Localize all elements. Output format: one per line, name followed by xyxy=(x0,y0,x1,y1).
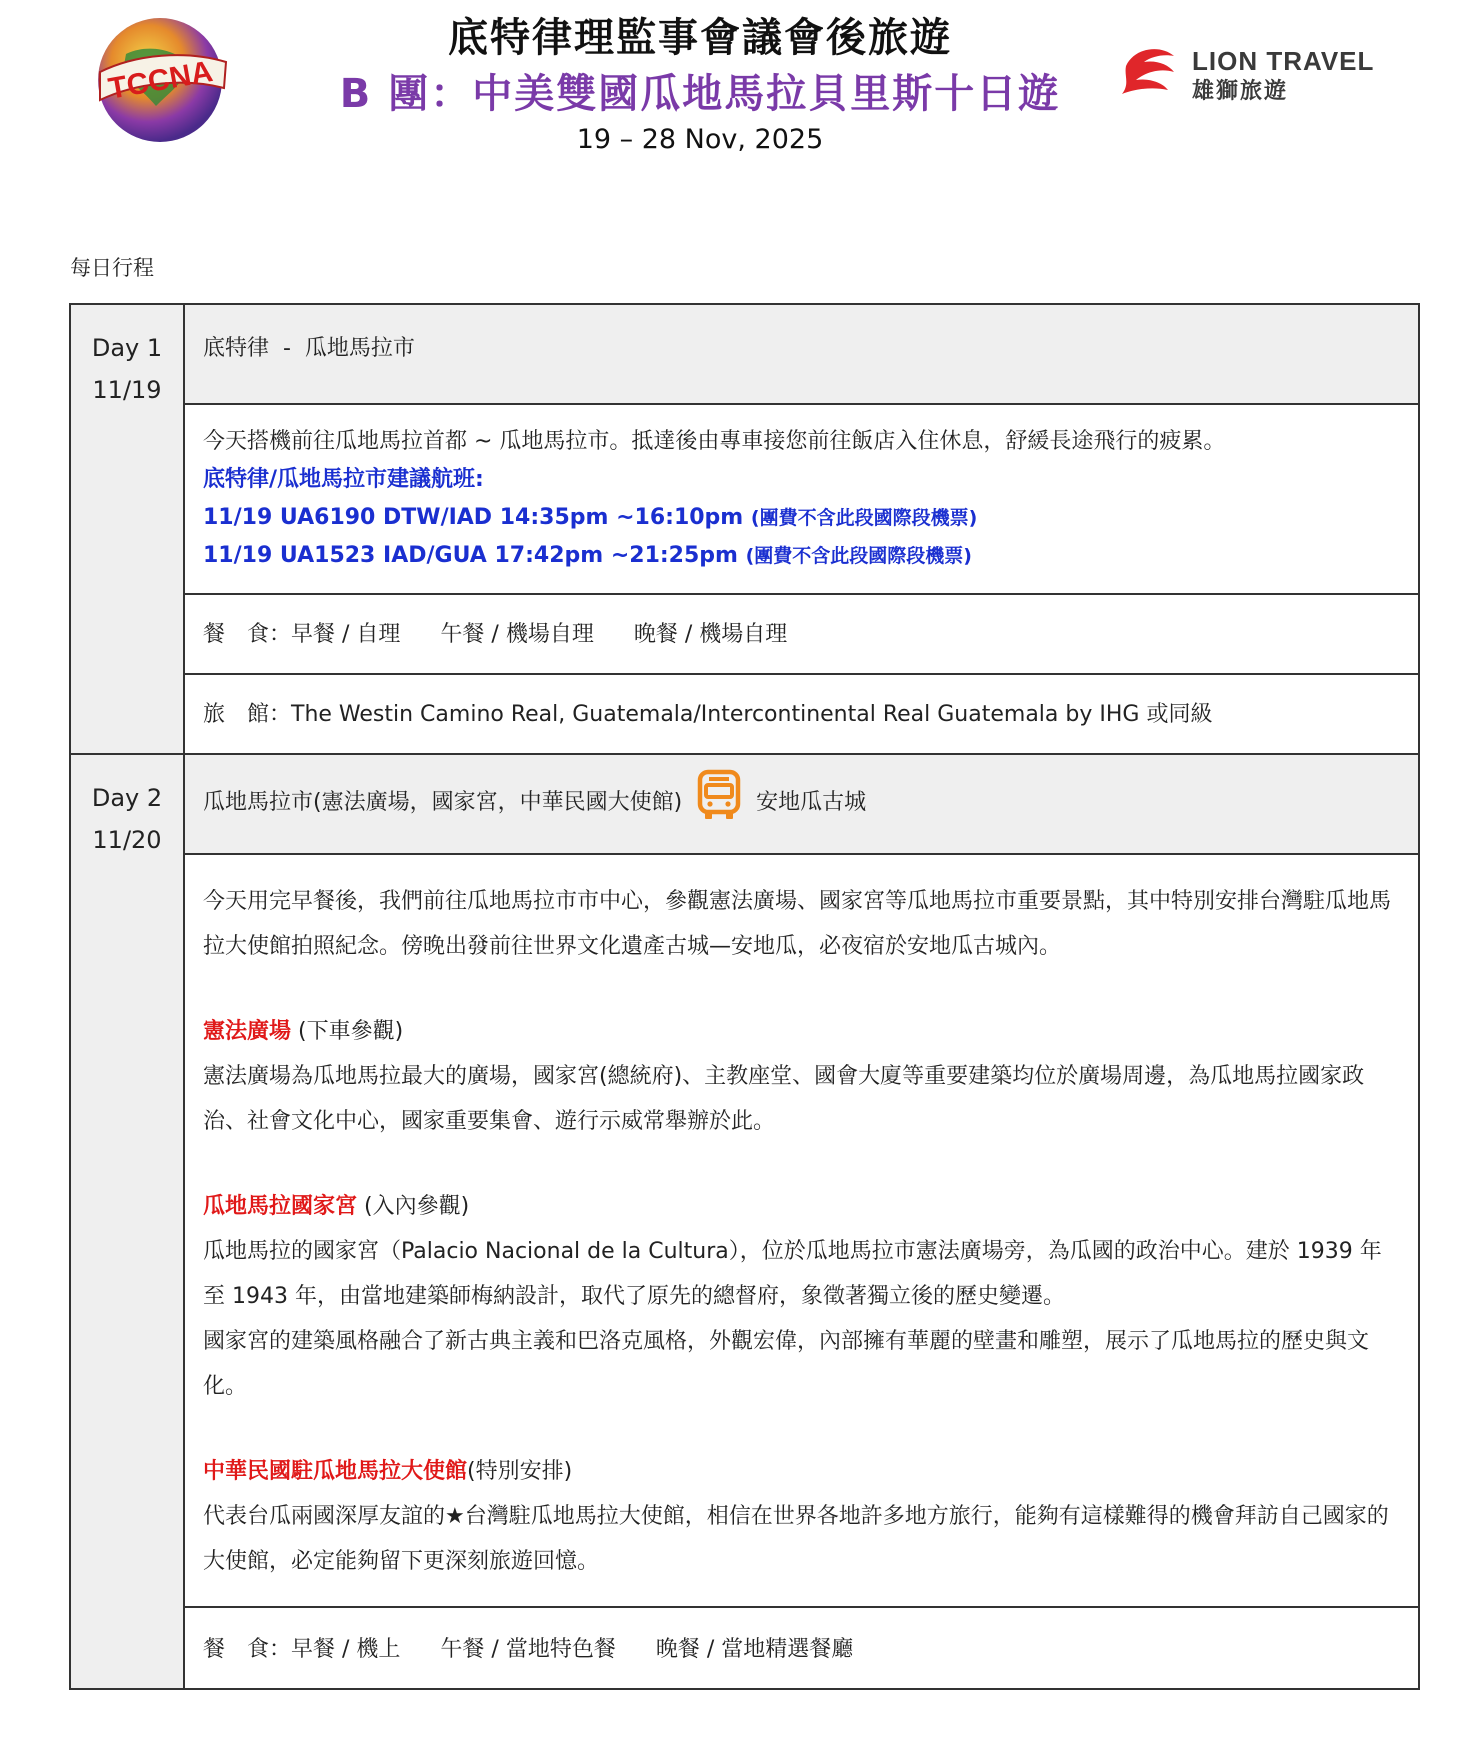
flight-note: (團費不含此段國際段機票) xyxy=(750,507,978,529)
sight-title xyxy=(203,1449,1400,1494)
sight-note: (入內參觀) xyxy=(357,1194,470,1219)
table-row xyxy=(70,404,1419,594)
bus-icon xyxy=(695,769,743,821)
sight-title xyxy=(203,1009,1400,1054)
meal-dinner: 晚餐 / 機場自理 xyxy=(633,622,788,647)
day-cell xyxy=(70,304,184,754)
route-text: 底特律 - 瓜地馬拉市 xyxy=(203,336,415,361)
trip-date: 19 – 28 Nov, 2025 xyxy=(576,124,824,155)
meals-cell xyxy=(184,594,1419,674)
brand-name: LION TRAVEL xyxy=(1192,46,1375,76)
meal-breakfast: 早餐 / 自理 xyxy=(291,622,401,647)
route-cell xyxy=(184,754,1419,854)
sight-name: 中華民國駐瓜地馬拉大使館 xyxy=(203,1459,468,1484)
flight-text: 11/19 UA1523 IAD/GUA 17:42pm ~21:25pm xyxy=(203,543,746,568)
meal-dinner: 晚餐 / 當地精選餐廳 xyxy=(655,1637,854,1662)
meal-lunch: 午餐 / 機場自理 xyxy=(440,622,594,647)
hotel-cell xyxy=(184,674,1419,754)
tccna-logo-text: TCCNA xyxy=(106,55,216,106)
sight-paragraph: 瓜地馬拉的國家宮（Palacio Nacional de la Cultura），位於瓜地馬拉市憲法廣場旁，為瓜國的政治中心。建於 1939 年至 1943 年，由當地建築師梅納設計，取代了原先的總督府，象徵著獨立後的歷史變遷。 xyxy=(203,1239,1382,1309)
meal-breakfast: 早餐 / 機上 xyxy=(291,1637,401,1662)
sight-name: 瓜地馬拉國家宮 xyxy=(203,1194,358,1219)
day-number: Day 2 xyxy=(91,784,163,812)
flight-title: 底特律/瓜地馬拉市建議航班: xyxy=(203,467,484,492)
day-description: 今天搭機前往瓜地馬拉首都 ~ 瓜地馬拉市。抵達後由專車接您前往飯店入住休息，舒緩長途飛行的疲累。 xyxy=(203,429,1226,454)
hotel-name: The Westin Camino Real, Guatemala/Intercontinental Real Guatemala by IHG 或同級 xyxy=(291,702,1213,727)
day-description: 今天用完早餐後，我們前往瓜地馬拉市市中心，參觀憲法廣場、國家宮等瓜地馬拉市重要景點，其中特別安排台灣駐瓜地馬拉大使館拍照紀念。傍晚出發前往世界文化遺產古城—安地瓜，必夜宿於安地瓜古城內。 xyxy=(203,889,1392,959)
hotel-label: 旅 館： xyxy=(203,702,292,727)
meals-label: 餐 食： xyxy=(203,1637,292,1662)
day-cell xyxy=(70,754,184,1689)
meals-label: 餐 食： xyxy=(203,622,292,647)
sight-paragraph: 代表台瓜兩國深厚友誼的★台灣駐瓜地馬拉大使館，相信在世界各地許多地方旅行，能夠有這樣難得的機會拜訪自己國家的大使館，必定能夠留下更深刻旅遊回憶。 xyxy=(203,1504,1389,1574)
flight-line xyxy=(203,499,1400,537)
itinerary-table xyxy=(69,303,1420,1690)
meals-cell xyxy=(184,1607,1419,1689)
table-row xyxy=(70,854,1419,1607)
day-number: Day 1 xyxy=(91,334,163,362)
sight-note: (下車參觀) xyxy=(291,1019,404,1044)
brand-name-cn: 雄獅旅遊 xyxy=(1192,79,1289,104)
description-cell xyxy=(184,404,1419,594)
route-to: 安地瓜古城 xyxy=(756,790,867,815)
table-row xyxy=(70,304,1419,404)
sight-paragraph: 國家宮的建築風格融合了新古典主義和巴洛克風格，外觀宏偉，內部擁有華麗的壁畫和雕塑，展示了瓜地馬拉的歷史與文化。 xyxy=(203,1329,1370,1399)
description-cell xyxy=(184,854,1419,1607)
table-row xyxy=(70,674,1419,754)
flight-text: 11/19 UA6190 DTW/IAD 14:35pm ~16:10pm xyxy=(203,505,751,530)
table-row xyxy=(70,594,1419,674)
lion-mark-icon xyxy=(1120,44,1180,96)
flight-note: (團費不含此段國際段機票) xyxy=(745,545,972,567)
page-subtitle: B 團：中美雙國瓜地馬拉貝里斯十日遊 xyxy=(339,71,1061,117)
section-label: 每日行程 xyxy=(70,256,154,280)
sight-note: (特別安排) xyxy=(467,1459,573,1484)
flight-line xyxy=(203,537,1400,575)
route-from: 瓜地馬拉市(憲法廣場，國家宮，中華民國大使館) xyxy=(203,790,683,815)
day-date: 11/20 xyxy=(92,826,162,854)
meal-lunch: 午餐 / 當地特色餐 xyxy=(440,1637,616,1662)
route-cell xyxy=(184,304,1419,404)
table-row xyxy=(70,1607,1419,1689)
sight-title xyxy=(203,1184,1400,1229)
lion-travel-logo xyxy=(1120,44,1390,104)
sight-paragraph: 憲法廣場為瓜地馬拉最大的廣場，國家宮(總統府)、主教座堂、國會大廈等重要建築均位於廣場周邊，為瓜地馬拉國家政治、社會文化中心，國家重要集會、遊行示威常舉辦於此。 xyxy=(203,1064,1365,1134)
sight-name: 憲法廣場 xyxy=(203,1019,292,1044)
day-date: 11/19 xyxy=(92,376,162,404)
table-row xyxy=(70,754,1419,854)
page-title: 底特律理監事會議會後旅遊 xyxy=(448,15,952,61)
